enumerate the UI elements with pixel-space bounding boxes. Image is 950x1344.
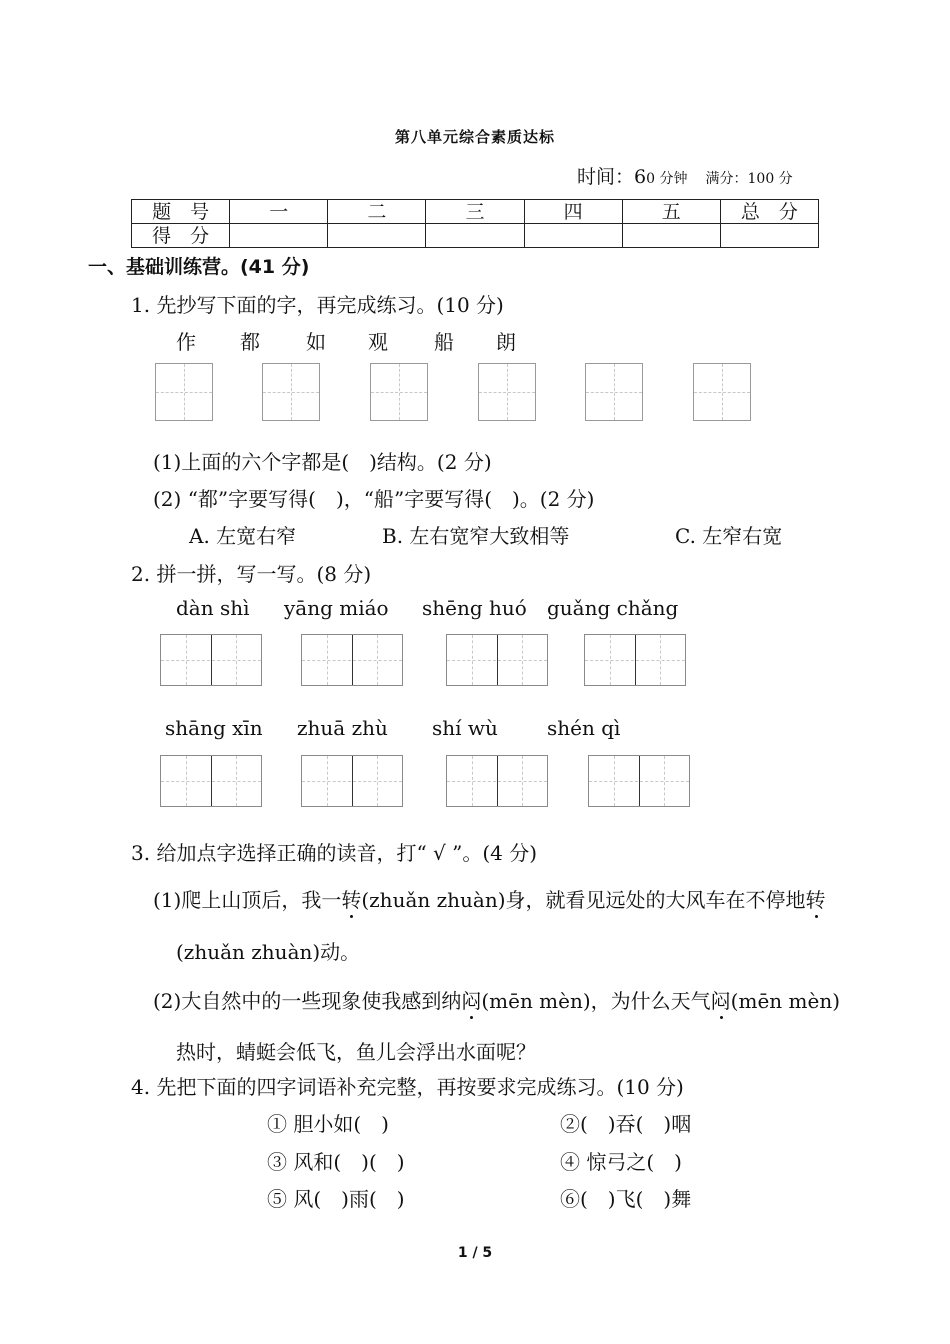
idiom-item: ③ 风和( )( ) [267, 1150, 405, 1174]
writing-grid-pair[interactable] [301, 755, 403, 807]
writing-grid-box[interactable] [585, 363, 643, 421]
writing-grid-pair[interactable] [584, 634, 686, 686]
writing-grid-box[interactable] [370, 363, 428, 421]
score-table-cell: 三 [426, 200, 524, 224]
idiom-item: ① 胆小如( ) [267, 1112, 389, 1136]
score-table-cell: 一 [230, 200, 328, 224]
pinyin-label: shēng huó [422, 596, 527, 620]
question-3-prompt: 3. 给加点字选择正确的读音，打“ √ ”。(4 分) [131, 841, 538, 865]
writing-grid-pair[interactable] [588, 755, 690, 807]
page-number: 1 / 5 [457, 1245, 493, 1261]
sentence-text: (mēn mèn)，为什么天气 [481, 989, 711, 1013]
score-input-cell[interactable] [524, 224, 622, 248]
score-input-cell[interactable] [328, 224, 426, 248]
score-table-header-row [132, 200, 819, 224]
writing-grid-box[interactable] [693, 363, 751, 421]
question-2-prompt: 2. 拼一拼，写一写。(8 分) [131, 562, 372, 586]
writing-grid-box[interactable] [478, 363, 536, 421]
idiom-item: ④ 惊弓之( ) [560, 1150, 682, 1174]
pinyin-label: yāng miáo [284, 596, 389, 620]
score-input-cell[interactable] [622, 224, 720, 248]
page-title: 第八单元综合素质达标 [394, 128, 555, 146]
char-1: 作 [176, 330, 196, 354]
writing-grid-pair[interactable] [446, 634, 548, 686]
score-table-cell: 五 [622, 200, 720, 224]
score-table-cell: 总 分 [720, 200, 818, 224]
writing-grid-box[interactable] [155, 363, 213, 421]
score-table-cell: 二 [328, 200, 426, 224]
score-table-cell: 题 号 [132, 200, 230, 224]
option-b: B. 左右宽窄大致相等 [382, 524, 570, 548]
exam-meta [577, 162, 793, 189]
dotted-char: 闷 [711, 985, 731, 1014]
question-3-sentence-1 [153, 884, 826, 913]
writing-grid-pair[interactable] [446, 755, 548, 807]
sentence-text: (1)爬上山顶后，我一 [153, 888, 342, 912]
idiom-item: ②( )吞( )咽 [560, 1112, 692, 1136]
sentence-text: (zhuǎn zhuàn)动。 [176, 940, 361, 964]
idiom-item: ⑤ 风( )雨( ) [267, 1187, 405, 1211]
time-label: 时间：6 [577, 166, 647, 188]
dotted-char: 闷 [461, 985, 481, 1014]
pinyin-label: guǎng chǎng [547, 596, 679, 620]
sentence-text: (2)大自然中的一些现象使我感到纳 [153, 989, 462, 1013]
sentence-text: (mēn mèn) [730, 989, 840, 1013]
sentence-text: 热时，蜻蜓会低飞，鱼儿会浮出水面呢？ [176, 1040, 536, 1064]
dotted-char: 转 [341, 884, 361, 913]
char-2: 都 [240, 330, 260, 354]
option-c: C. 左窄右宽 [675, 524, 783, 548]
time-unit: 0 分钟 [646, 171, 688, 187]
pinyin-label: dàn shì [176, 596, 250, 620]
dotted-char: 转 [806, 884, 826, 913]
char-4: 观 [368, 330, 388, 354]
question-4-prompt: 4. 先把下面的四字词语补充完整，再按要求完成练习。(10 分) [131, 1075, 684, 1099]
char-5: 船 [434, 330, 454, 354]
sentence-text: (zhuǎn zhuàn)身，就看见远处的大风车在不停地 [361, 888, 806, 912]
question-3-sentence-2 [153, 985, 840, 1014]
pinyin-label: shí wù [432, 716, 498, 740]
score-input-cell[interactable] [720, 224, 818, 248]
score-input-cell[interactable] [426, 224, 524, 248]
full-score: 满分：100 分 [705, 171, 793, 187]
pinyin-label: shén qì [547, 716, 621, 740]
question-1-sub-2: (2) “都”字要写得( )，“船”字要写得( )。(2 分) [153, 487, 595, 511]
writing-grid-pair[interactable] [301, 634, 403, 686]
writing-grid-pair[interactable] [160, 755, 262, 807]
pinyin-label: zhuā zhù [297, 716, 388, 740]
option-a: A. 左宽右窄 [189, 524, 297, 548]
score-table-cell: 得 分 [132, 224, 230, 248]
score-table-score-row [132, 224, 819, 248]
idiom-item: ⑥( )飞( )舞 [560, 1187, 692, 1211]
score-input-cell[interactable] [230, 224, 328, 248]
char-3: 如 [306, 330, 326, 354]
writing-grid-pair[interactable] [160, 634, 262, 686]
score-table [131, 199, 819, 248]
section-heading: 一、基础训练营。(41 分) [88, 256, 310, 278]
writing-grid-box[interactable] [262, 363, 320, 421]
score-table-cell: 四 [524, 200, 622, 224]
pinyin-label: shāng xīn [165, 716, 263, 740]
question-1-prompt: 1. 先抄写下面的字，再完成练习。(10 分) [131, 293, 504, 317]
question-1-sub-1: (1)上面的六个字都是( )结构。(2 分) [153, 450, 492, 474]
char-6: 朗 [496, 330, 516, 354]
